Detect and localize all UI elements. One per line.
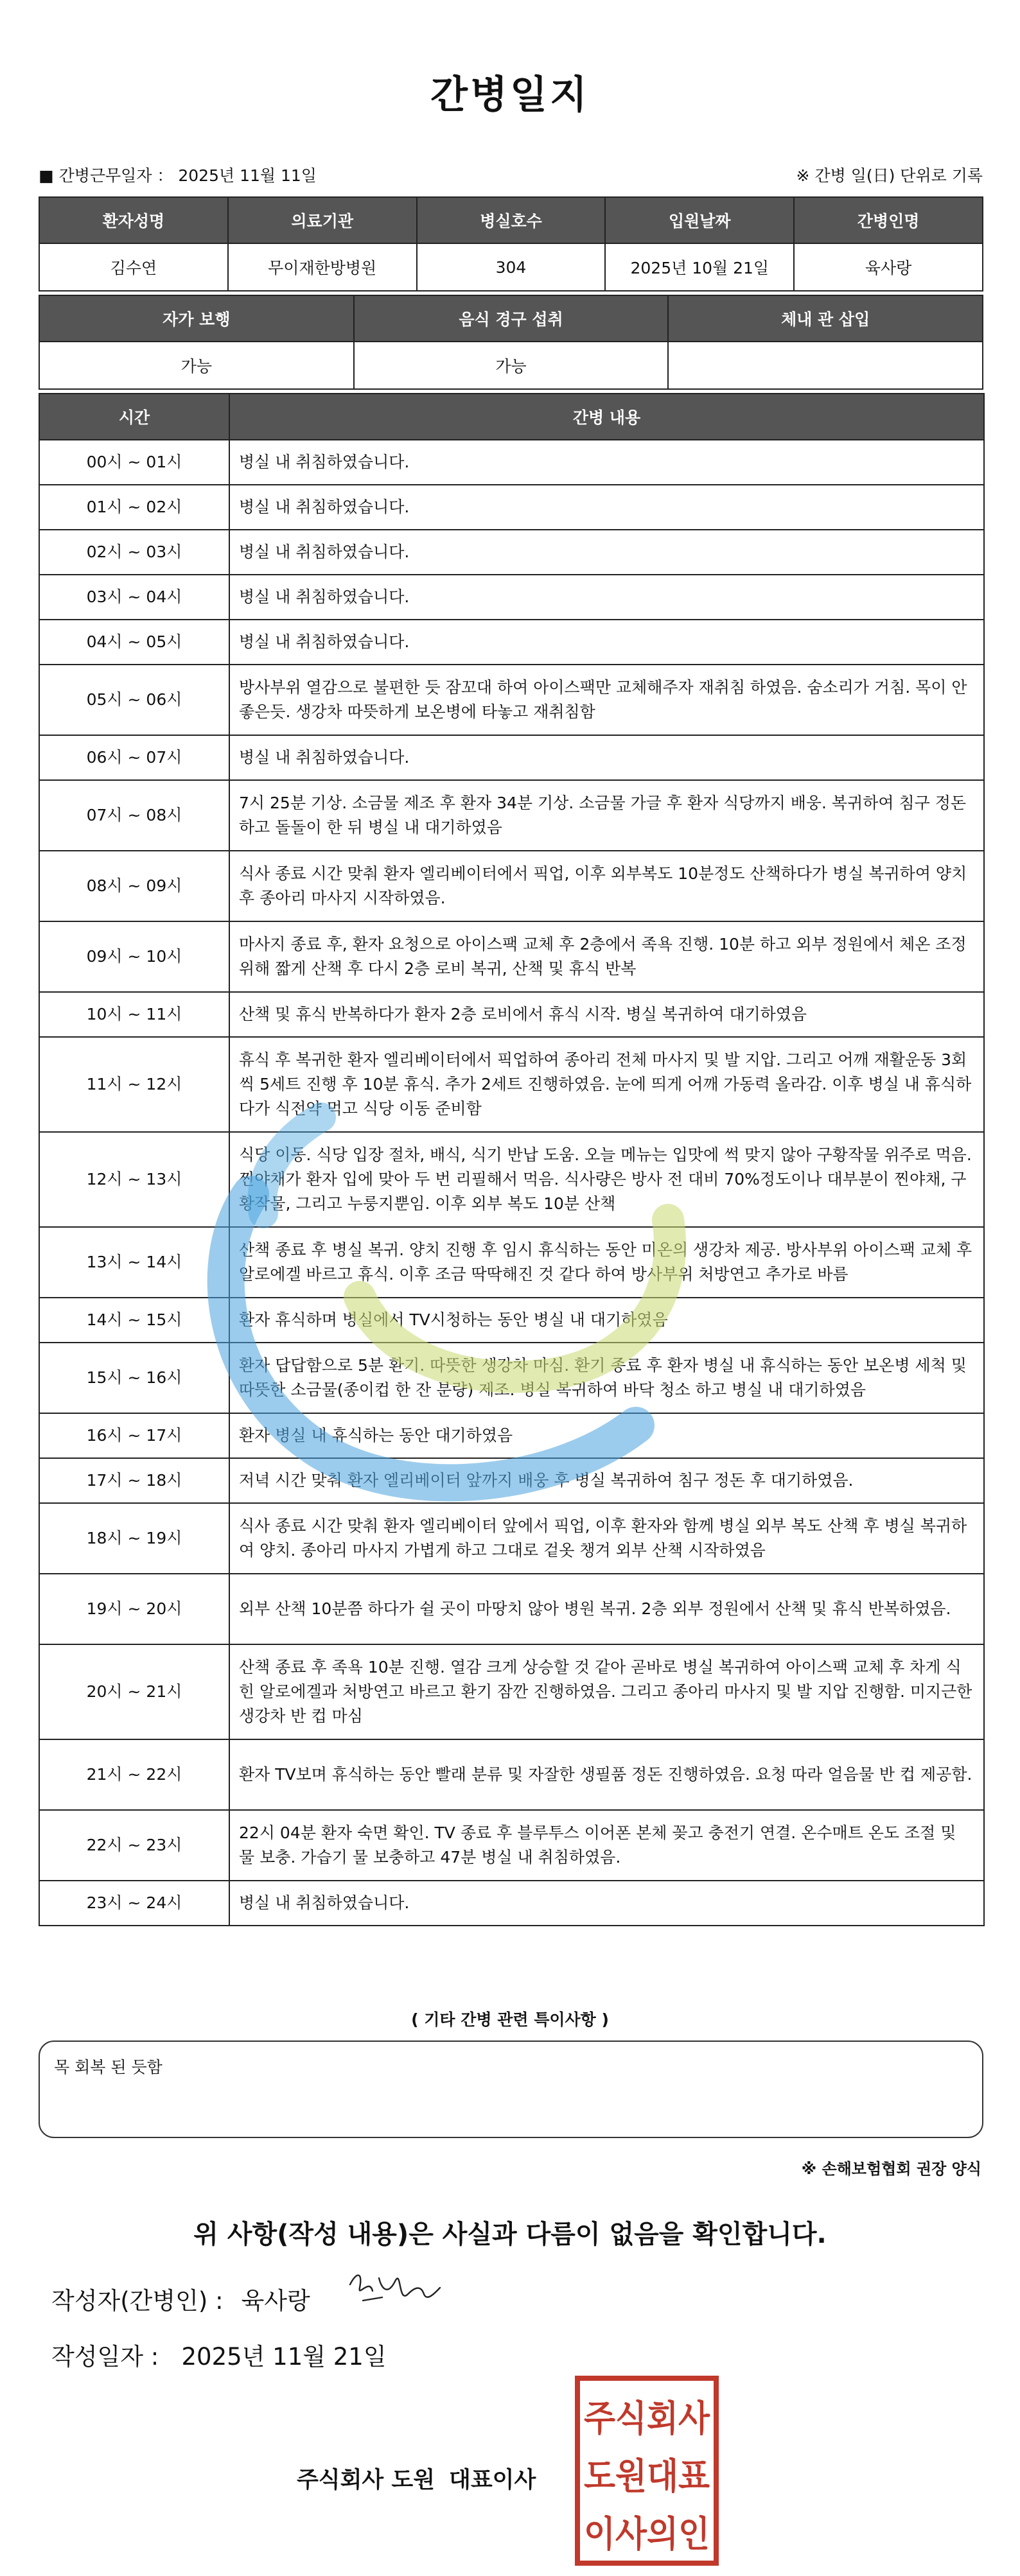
log-time: 12시 ~ 13시: [39, 1132, 229, 1227]
notes-heading: ( 기타 간병 관련 특이사항 ): [411, 2010, 609, 2029]
handwritten-signature: [344, 2265, 446, 2317]
seal-text-line: 도원대표: [584, 2456, 710, 2498]
notes-text: 목 회복 된 듯함: [54, 2058, 163, 2076]
care-log-row: [39, 1298, 984, 1343]
ability-header-row: [39, 295, 983, 342]
log-time: 15시 ~ 16시: [39, 1343, 229, 1413]
log-time: 20시 ~ 21시: [39, 1644, 229, 1739]
ability-value-row: [39, 342, 983, 389]
header-walking: 자가 보행: [39, 295, 354, 342]
log-time: 11시 ~ 12시: [39, 1037, 229, 1132]
care-log-row: [39, 735, 984, 780]
log-content: 병실 내 취침하였습니다.: [229, 530, 984, 575]
log-content: 마사지 종료 후, 환자 요청으로 아이스팩 교체 후 2층에서 족욕 진행. 10분 하고 외부 정원에서 체온 조정 위해 짧게 산책 후 다시 2층 로비 복귀, 산책 및 휴식 반복: [229, 921, 984, 992]
room-number: 304: [417, 243, 606, 291]
company-name: 주식회사 도원: [297, 2467, 435, 2493]
log-time: 16시 ~ 17시: [39, 1413, 229, 1458]
care-log-row: [39, 1644, 984, 1739]
writer-name: 육사랑: [241, 2287, 310, 2315]
care-log-row: [39, 1574, 984, 1644]
log-time: 22시 ~ 23시: [39, 1810, 229, 1881]
header-content: 간병 내용: [229, 394, 984, 440]
patient-info-table: [39, 196, 983, 292]
log-content: 산책 종료 후 병실 복귀. 양치 진행 후 임시 휴식하는 동안 미온의 생강차 제공. 방사부위 아이스팩 교체 후 알로에겔 바르고 휴식. 이후 조금 딱딱해진 것 같다 하여 방사부위 처방연고 추가로 바름: [229, 1227, 984, 1298]
log-content: 외부 산책 10분쯤 하다가 쉴 곳이 마땅치 않아 병원 복귀. 2층 외부 정원에서 산책 및 휴식 반복하였음.: [229, 1574, 984, 1644]
log-content: 병실 내 취침하였습니다.: [229, 735, 984, 780]
log-content: 환자 답답함으로 5분 환기. 따뜻한 생강차 마심. 환기 종료 후 환자 병실 내 휴식하는 동안 보온병 세척 및 따뜻한 소금물(종이컵 한 잔 분량) 제조. 병실 복귀하여 바닥 청소 하고 병실 내 대기하였음: [229, 1343, 984, 1413]
care-log-row: [39, 1227, 984, 1298]
care-log-row: [39, 1458, 984, 1503]
log-content: 병실 내 취침하였습니다.: [229, 440, 984, 485]
care-log-body: [39, 440, 984, 1926]
caregiver-name: 육사랑: [794, 243, 983, 291]
log-time: 06시 ~ 07시: [39, 735, 229, 780]
care-log-row: [39, 851, 984, 921]
log-time: 09시 ~ 10시: [39, 921, 229, 992]
page-title: 간병일지: [430, 73, 590, 117]
record-unit-note: ※ 간병 일(日) 단위로 기록: [796, 166, 983, 185]
log-content: 저녁 시간 맞춰 환자 엘리베이터 앞까지 배웅 후 병실 복귀하여 침구 정돈 후 대기하였음.: [229, 1458, 984, 1503]
log-time: 18시 ~ 19시: [39, 1503, 229, 1574]
walking-value: 가능: [39, 342, 354, 389]
log-time: 13시 ~ 14시: [39, 1227, 229, 1298]
hospital-name: 무이재한방병원: [228, 243, 417, 291]
care-log-row: [39, 1739, 984, 1810]
company-line: [297, 2462, 536, 2494]
log-time: 05시 ~ 06시: [39, 665, 229, 735]
care-log-row: [39, 665, 984, 735]
care-log-row: [39, 1037, 984, 1132]
care-log-row: [39, 485, 984, 530]
log-time: 00시 ~ 01시: [39, 440, 229, 485]
header-admission-date: 입원날짜: [605, 197, 794, 243]
care-log-row: [39, 1503, 984, 1574]
log-content: 7시 25분 기상. 소금물 제조 후 환자 34분 기상. 소금물 가글 후 환자 식당까지 배웅. 복귀하여 침구 정돈하고 돌돌이 한 뒤 병실 내 대기하였음: [229, 780, 984, 851]
date-label: 작성일자 :: [51, 2343, 159, 2371]
header-room: 병실호수: [417, 197, 606, 243]
ability-table: [39, 295, 983, 390]
confirmation-statement: 위 사항(작성 내용)은 사실과 다름이 없음을 확인합니다.: [193, 2220, 827, 2249]
log-time: 21시 ~ 22시: [39, 1739, 229, 1810]
company-seal-stamp: [574, 2374, 720, 2567]
log-time: 19시 ~ 20시: [39, 1574, 229, 1644]
log-time: 07시 ~ 08시: [39, 780, 229, 851]
log-content: 식당 이동. 식당 입장 절차, 배식, 식기 반납 도움. 오늘 메뉴는 입맛에 썩 맞지 않아 구황작물 위주로 먹음. 찐야채가 환자 입에 맞아 두 번 리필해서 먹음. 식사량은 방사 전 대비 70%정도이나 대부분이 찐야채, 구황작물, 그리고 누룽지뿐임. 이후 외부 복도 10분 산책: [229, 1132, 984, 1227]
log-content: 병실 내 취침하였습니다.: [229, 620, 984, 665]
header-patient-name: 환자성명: [39, 197, 228, 243]
log-time: 01시 ~ 02시: [39, 485, 229, 530]
header-time: 시간: [39, 394, 229, 440]
header-tube: 체내 관 삽입: [668, 295, 983, 342]
log-content: 방사부위 열감으로 불편한 듯 잠꼬대 하여 아이스팩만 교체해주자 재취침 하였음. 숨소리가 거침. 목이 안좋은듯. 생강차 따뜻하게 보온병에 타놓고 재취침함: [229, 665, 984, 735]
log-content: 환자 TV보며 휴식하는 동안 빨래 분류 및 자잘한 생필품 정돈 진행하였음. 요청 따라 얼음물 반 컵 제공함.: [229, 1739, 984, 1810]
log-time: 14시 ~ 15시: [39, 1298, 229, 1343]
header-caregiver: 간병인명: [794, 197, 983, 243]
writer-line: [51, 2281, 310, 2316]
care-log-row: [39, 530, 984, 575]
care-log-row: [39, 992, 984, 1037]
log-content: 식사 종료 시간 맞춰 환자 엘리베이터 앞에서 픽업, 이후 환자와 함께 병실 외부 복도 산책 후 병실 복귀하여 양치. 종아리 마사지 가볍게 하고 그대로 겉옷 챙겨 외부 산책 시작하였음: [229, 1503, 984, 1574]
log-time: 02시 ~ 03시: [39, 530, 229, 575]
care-date: ■ 간병근무일자 ： 2025년 11월 11일: [39, 166, 317, 185]
log-content: 식사 종료 시간 맞춰 환자 엘리베이터에서 픽업, 이후 외부복도 10분정도 산책하다가 병실 복귀하여 양치 후 종아리 마사지 시작하였음.: [229, 851, 984, 921]
log-time: 04시 ~ 05시: [39, 620, 229, 665]
care-log-table: [39, 393, 985, 1926]
tube-value: [668, 342, 983, 389]
log-time: 17시 ~ 18시: [39, 1458, 229, 1503]
care-log-row: [39, 440, 984, 485]
admission-date: 2025년 10월 21일: [605, 243, 794, 291]
care-log-row: [39, 1413, 984, 1458]
care-log-row: [39, 1132, 984, 1227]
log-content: 병실 내 취침하였습니다.: [229, 575, 984, 620]
care-log-row: [39, 1881, 984, 1926]
log-time: 23시 ~ 24시: [39, 1881, 229, 1926]
log-time: 03시 ~ 04시: [39, 575, 229, 620]
log-content: 병실 내 취침하였습니다.: [229, 485, 984, 530]
log-content: 환자 휴식하며 병실에서 TV시청하는 동안 병실 내 대기하였음: [229, 1298, 984, 1343]
recommendation-note: ※ 손해보험협회 권장 양식: [801, 2160, 981, 2178]
seal-text-line: 이사의인: [584, 2514, 710, 2555]
log-content: 휴식 후 복귀한 환자 엘리베이터에서 픽업하여 종아리 전체 마사지 및 발 지압. 그리고 어깨 재활운동 3회씩 5세트 진행 후 10분 휴식. 추가 2세트 진행하였음. 눈에 띄게 어깨 가동력 올라감. 이후 병실 내 휴식하다가 식전약 먹고 식당 이동 준비함: [229, 1037, 984, 1132]
log-content: 산책 종료 후 족욕 10분 진행. 열감 크게 상승할 것 같아 곧바로 병실 복귀하여 아이스팩 교체 후 차게 식힌 알로에겔과 처방연고 바르고 환기 잠깐 진행하였음. 그리고 종아리 마사지 및 발 지압 진행함. 미지근한 생강차 반 컵 마심: [229, 1644, 984, 1739]
writer-label: 작성자(간병인) :: [51, 2287, 224, 2315]
notes-box: [39, 2041, 983, 2138]
care-log-row: [39, 620, 984, 665]
care-log-header-row: [39, 394, 984, 440]
log-time: 08시 ~ 09시: [39, 851, 229, 921]
care-log-row: [39, 575, 984, 620]
date-value: 2025년 11월 21일: [181, 2343, 387, 2371]
company-role: 대표이사: [449, 2467, 536, 2493]
log-content: 22시 04분 환자 숙면 확인. TV 종료 후 블루투스 이어폰 본체 꽂고 충전기 연결. 온수매트 온도 조절 및 물 보충. 가습기 물 보충하고 47분 병실 내 취침하였음.: [229, 1810, 984, 1881]
care-log-row: [39, 1810, 984, 1881]
log-time: 10시 ~ 11시: [39, 992, 229, 1037]
oral-intake-value: 가능: [354, 342, 669, 389]
log-content: 산책 및 휴식 반복하다가 환자 2층 로비에서 휴식 시작. 병실 복귀하여 대기하였음: [229, 992, 984, 1037]
patient-info-value-row: [39, 243, 983, 291]
header-hospital: 의료기관: [228, 197, 417, 243]
care-log-row: [39, 921, 984, 992]
log-content: 환자 병실 내 휴식하는 동안 대기하였음: [229, 1413, 984, 1458]
patient-name: 김수연: [39, 243, 228, 291]
care-log-row: [39, 780, 984, 851]
patient-info-header-row: [39, 197, 983, 243]
header-oral-intake: 음식 경구 섭취: [354, 295, 669, 342]
log-content: 병실 내 취침하였습니다.: [229, 1881, 984, 1926]
meta-row: [39, 163, 983, 185]
seal-text-line: 주식회사: [584, 2398, 710, 2440]
date-line: [51, 2337, 387, 2372]
care-log-row: [39, 1343, 984, 1413]
